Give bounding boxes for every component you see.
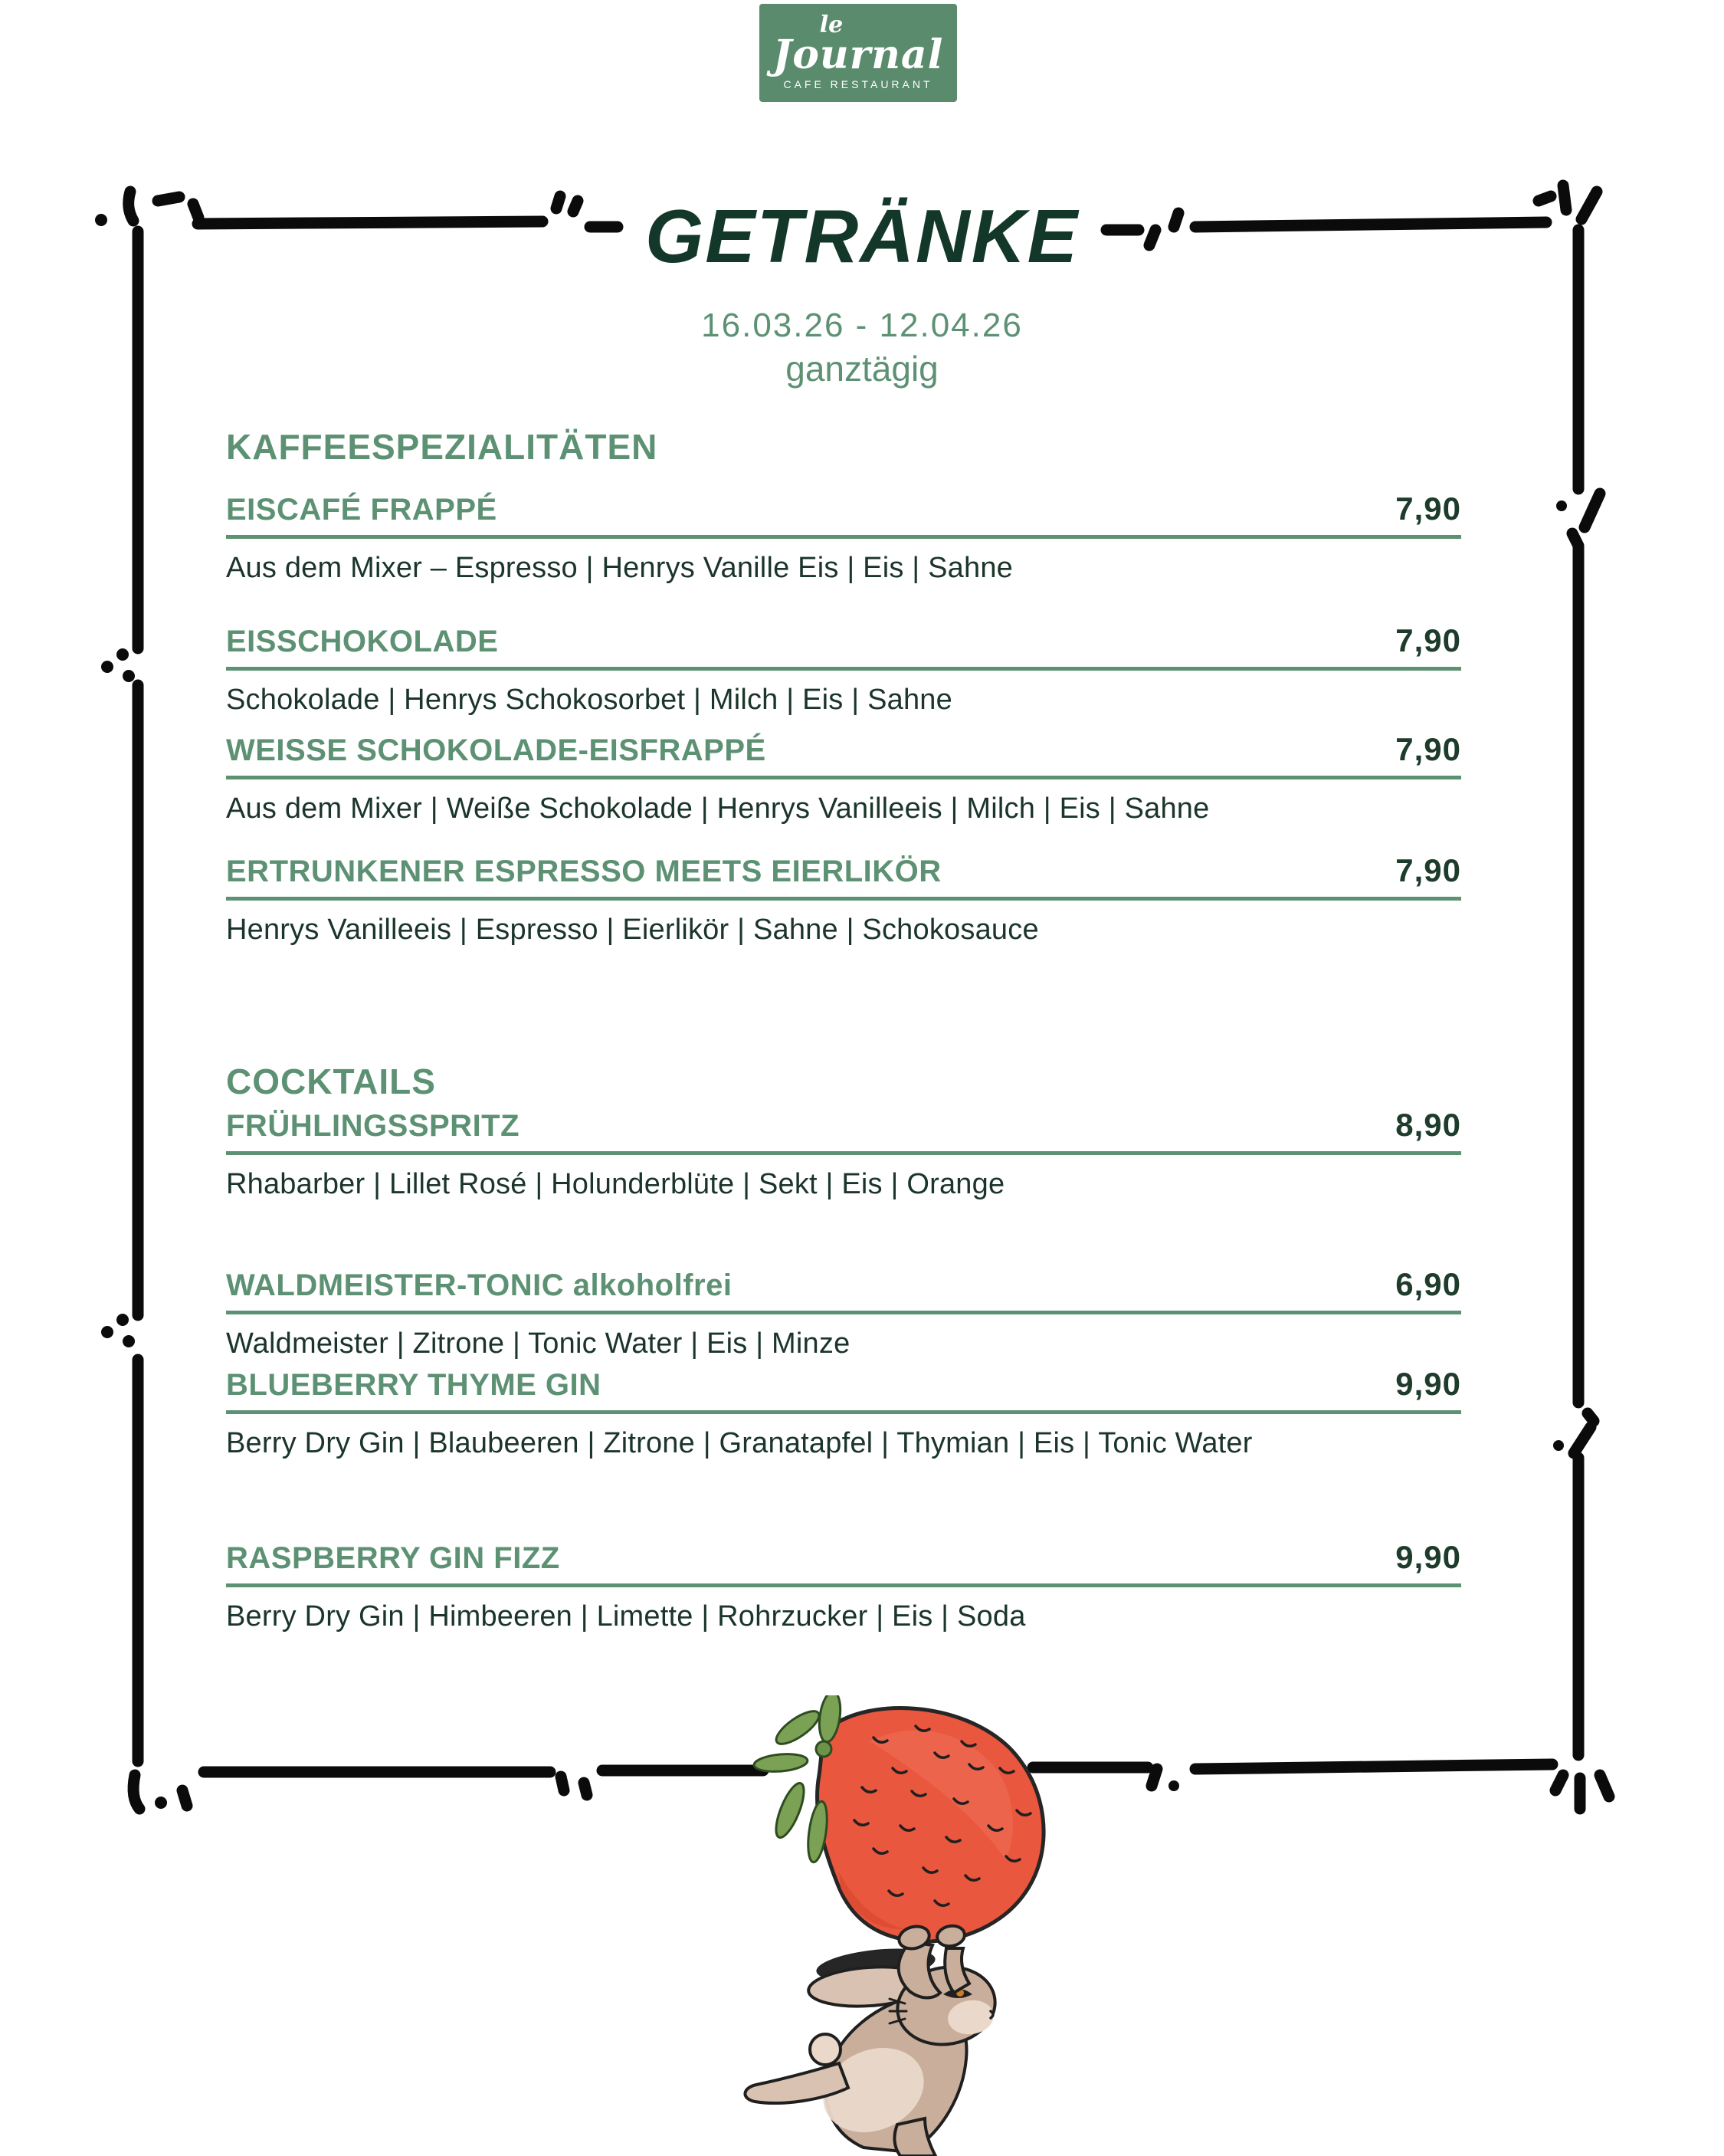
item-name: ERTRUNKENER ESPRESSO MEETS EIERLIKÖR (226, 855, 942, 888)
item-divider (226, 1151, 1461, 1155)
item-description: Aus dem Mixer – Espresso | Henrys Vanille Eis | Eis | Sahne (226, 552, 1014, 585)
item-divider (226, 535, 1461, 539)
item-price: 9,90 (1395, 1539, 1461, 1575)
logo-name: Journal (772, 31, 944, 78)
item-name: WEISSE SCHOKOLADE-EISFRAPPÉ (226, 733, 766, 767)
menu-item (226, 1539, 1461, 1635)
date-range: 16.03.26 - 12.04.26 (701, 307, 1023, 344)
availability-label: ganztägig (785, 349, 939, 389)
item-description: Rhabarber | Lillet Rosé | Holunderblüte | Sekt | Eis | Orange (226, 1168, 1005, 1201)
item-name: RASPBERRY GIN FIZZ (226, 1541, 560, 1575)
item-price: 7,90 (1395, 731, 1461, 767)
item-description: Schokolade | Henrys Schokosorbet | Milch | Eis | Sahne (226, 684, 952, 717)
item-description: Aus dem Mixer | Weiße Schokolade | Henrys Vanilleeis | Milch | Eis | Sahne (226, 793, 1210, 825)
page-title: GETRÄNKE (645, 194, 1079, 278)
item-name: EISSCHOKOLADE (226, 625, 499, 658)
item-description: Berry Dry Gin | Blaubeeren | Zitrone | Granatapfel | Thymian | Eis | Tonic Water (226, 1427, 1253, 1460)
hare-strawberry-illustration (716, 1695, 1046, 2156)
item-description: Berry Dry Gin | Himbeeren | Limette | Rohrzucker | Eis | Soda (226, 1600, 1026, 1633)
item-price: 7,90 (1395, 852, 1461, 888)
item-name: WALDMEISTER-TONIC alkoholfrei (226, 1268, 733, 1302)
menu-item (226, 1107, 1461, 1203)
item-price: 7,90 (1395, 622, 1461, 658)
menu-item (226, 852, 1461, 948)
menu-item (226, 731, 1461, 827)
item-divider (226, 667, 1461, 671)
item-description: Henrys Vanilleeis | Espresso | Eierlikör | Sahne | Schokosauce (226, 914, 1039, 947)
item-price: 8,90 (1395, 1107, 1461, 1143)
item-name: FRÜHLINGSSPRITZ (226, 1109, 520, 1143)
item-price: 7,90 (1395, 491, 1461, 527)
menu-item (226, 1366, 1461, 1462)
item-name: EISCAFÉ FRAPPÉ (226, 493, 497, 527)
logo-le: le (819, 11, 844, 38)
section-title-kaffeespezialitaeten: KAFFEESPEZIALITÄTEN (226, 427, 658, 467)
logo (759, 4, 957, 102)
menu-item (226, 622, 1461, 718)
menu-item (226, 491, 1461, 586)
item-divider (226, 1583, 1461, 1587)
item-description: Waldmeister | Zitrone | Tonic Water | Eis | Minze (226, 1327, 851, 1360)
item-divider (226, 1311, 1461, 1314)
item-divider (226, 1410, 1461, 1414)
logo-subtitle: CAFE RESTAURANT (783, 78, 933, 90)
item-price: 6,90 (1395, 1266, 1461, 1302)
item-name: BLUEBERRY THYME GIN (226, 1368, 601, 1402)
item-price: 9,90 (1395, 1366, 1461, 1402)
menu-item (226, 1266, 1461, 1362)
item-divider (226, 776, 1461, 779)
section-title-cocktails: COCKTAILS (226, 1062, 436, 1101)
item-divider (226, 897, 1461, 901)
